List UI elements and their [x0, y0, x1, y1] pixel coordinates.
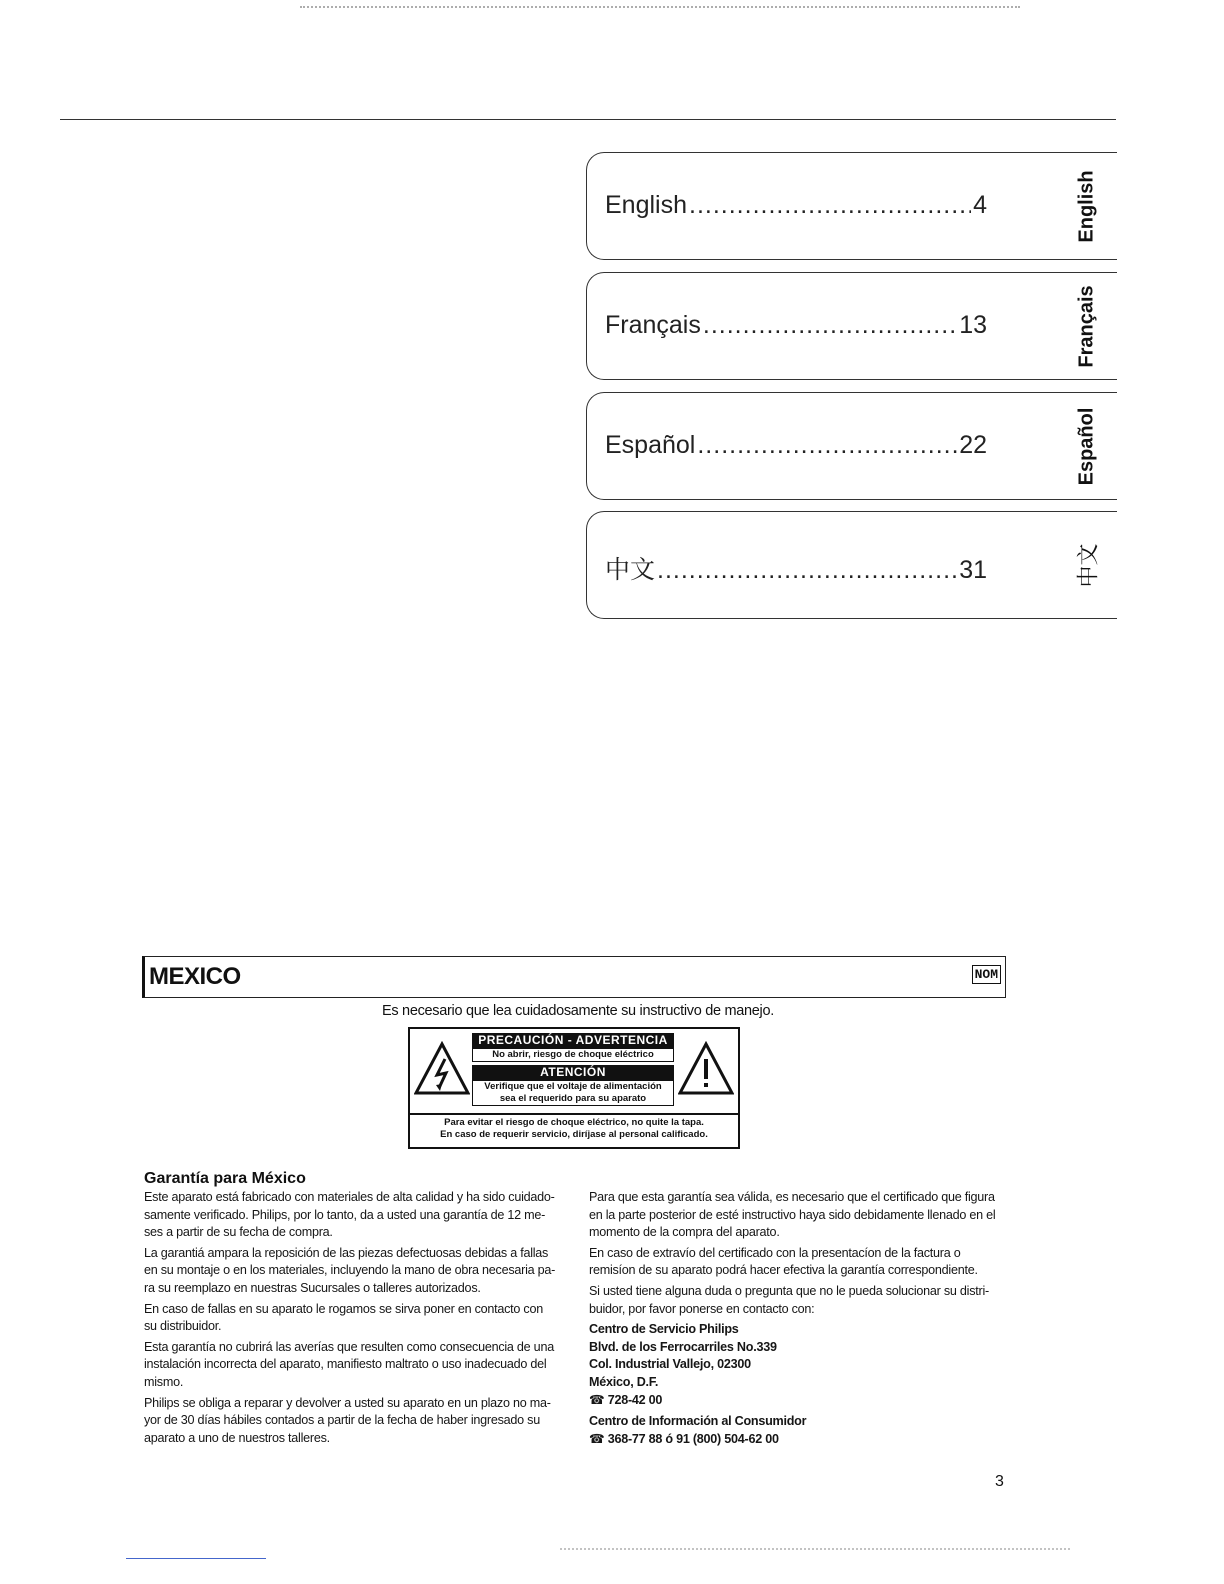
- phone-icon: ☎: [589, 1431, 608, 1446]
- paragraph: Este aparato está fabricado con materiales de alta calidad y ha sido cuidado-samente verificado. Philips, por lo tanto, da a usted una garantía de 12 me-ses a partir de su fecha de compra.: [144, 1190, 555, 1240]
- guarantee-title: Garantía para México: [144, 1170, 306, 1187]
- top-rule: [60, 119, 1116, 120]
- toc-label: 中文: [605, 556, 656, 584]
- guarantee-right-column: [589, 1189, 1004, 1448]
- warning-label: [408, 1027, 740, 1149]
- toc-label: Español: [605, 431, 696, 459]
- mexico-header: [142, 956, 1006, 998]
- scan-artifact-top: [300, 6, 1020, 12]
- scan-artifact-bottom: [560, 1548, 1070, 1552]
- toc-page: 31: [959, 556, 987, 584]
- paragraph: Si usted tiene alguna duda o pregunta que no le pueda solucionar su distri-buidor, por favor ponerse en contacto con:: [589, 1283, 989, 1316]
- toc-label: English: [605, 191, 687, 219]
- leader-dots: [689, 191, 971, 220]
- toc-page: 4: [973, 191, 987, 219]
- side-tab-label: Español: [1075, 407, 1098, 485]
- warning-title: PRECAUCIÓN - ADVERTENCIA: [472, 1033, 674, 1048]
- toc-entry: [605, 311, 987, 345]
- mexico-title: MEXICO: [149, 963, 241, 990]
- paragraph: La garantiá ampara la reposición de las piezas defectuosas debidas a fallas en su montaje o en los materiales, incluyendo la mano de obra necesaria pa-ra su reemplazo en nuestras Sucursales o talleres autorizados.: [144, 1245, 556, 1295]
- consumer-center-phone: ☎ 368-77 88 ó 91 (800) 504-62 00: [589, 1431, 779, 1446]
- guarantee-left-column: [144, 1189, 558, 1450]
- paragraph: Philips se obliga a reparar y devolver a usted su aparato en un plazo no ma-yor de 30 días hábiles contados a partir de la fecha de haber ingresado su aparato a uno de nuestros talleres.: [144, 1395, 551, 1445]
- leader-dots: [697, 431, 957, 460]
- toc-tab-espanol[interactable]: [586, 392, 1117, 500]
- toc-tab-francais[interactable]: [586, 272, 1117, 380]
- side-tab-label: Français: [1075, 284, 1098, 368]
- leader-dots: [703, 311, 957, 340]
- toc-entry: [605, 431, 987, 465]
- warning-footer: [410, 1113, 738, 1147]
- service-center-city: México, D.F.: [589, 1374, 659, 1389]
- side-tab-label: English: [1075, 169, 1098, 243]
- toc-entry: [605, 550, 987, 584]
- warning-foot-line: Para evitar el riesgo de choque eléctrico, no quite la tapa.: [444, 1117, 704, 1128]
- warning-line: No abrir, riesgo de choque eléctrico: [472, 1048, 674, 1062]
- attention-title: ATENCIÓN: [472, 1065, 674, 1080]
- toc-tab-english[interactable]: [586, 152, 1117, 260]
- warning-foot-line: En caso de requerir servicio, diríjase al personal calificado.: [440, 1129, 708, 1140]
- warning-line: sea el requerido para su aparato: [472, 1093, 674, 1106]
- paragraph: En caso de fallas en su aparato le rogamos se sirva poner en contacto con su distribuidor.: [144, 1301, 543, 1334]
- service-center-name: Centro de Servicio Philips: [589, 1322, 739, 1337]
- warning-text-block: [472, 1033, 674, 1106]
- nom-logo: NOM: [972, 965, 1001, 984]
- instruction-note: Es necesario que lea cuidadosamente su instructivo de manejo.: [382, 1003, 774, 1019]
- page-number: 3: [995, 1473, 1004, 1490]
- service-center-colony: Col. Industrial Vallejo, 02300: [589, 1357, 751, 1372]
- toc-label: Français: [605, 311, 701, 339]
- scan-artifact-line: [126, 1558, 266, 1559]
- toc-page: 22: [959, 431, 987, 459]
- service-center-street: Blvd. de los Ferrocarriles No.339: [589, 1339, 777, 1354]
- warning-line: Verifique que el voltaje de alimentación: [472, 1080, 674, 1093]
- paragraph: En caso de extravío del certificado con la presentacíon de la factura o remisíon de su aparato podrá hacer efectiva la garantía correspondiente.: [589, 1245, 978, 1278]
- paragraph: Para que esta garantía sea válida, es necesario que el certificado que figura en la parte posterior de esté instructivo haya sido debidamente llenado en el momento de la compra del aparato.: [589, 1190, 996, 1240]
- consumer-center-name: Centro de Información al Consumidor: [589, 1414, 807, 1429]
- electric-shock-warning-icon: [414, 1041, 470, 1097]
- toc-tab-chinese[interactable]: [586, 511, 1117, 619]
- leader-dots: [657, 556, 957, 585]
- paragraph: Esta garantía no cubrirá las averías que resulten como consecuencia de una instalación incorrecta del aparato, manifiesto maltrato o uso inadecuado del mismo.: [144, 1339, 554, 1389]
- toc-page: 13: [959, 311, 987, 339]
- service-center-phone: ☎ 728-42 00: [589, 1392, 663, 1407]
- exclamation-warning-icon: [678, 1041, 734, 1097]
- phone-icon: ☎: [589, 1392, 608, 1407]
- side-tab-label: 中文: [1075, 542, 1101, 588]
- toc-entry: [605, 191, 987, 225]
